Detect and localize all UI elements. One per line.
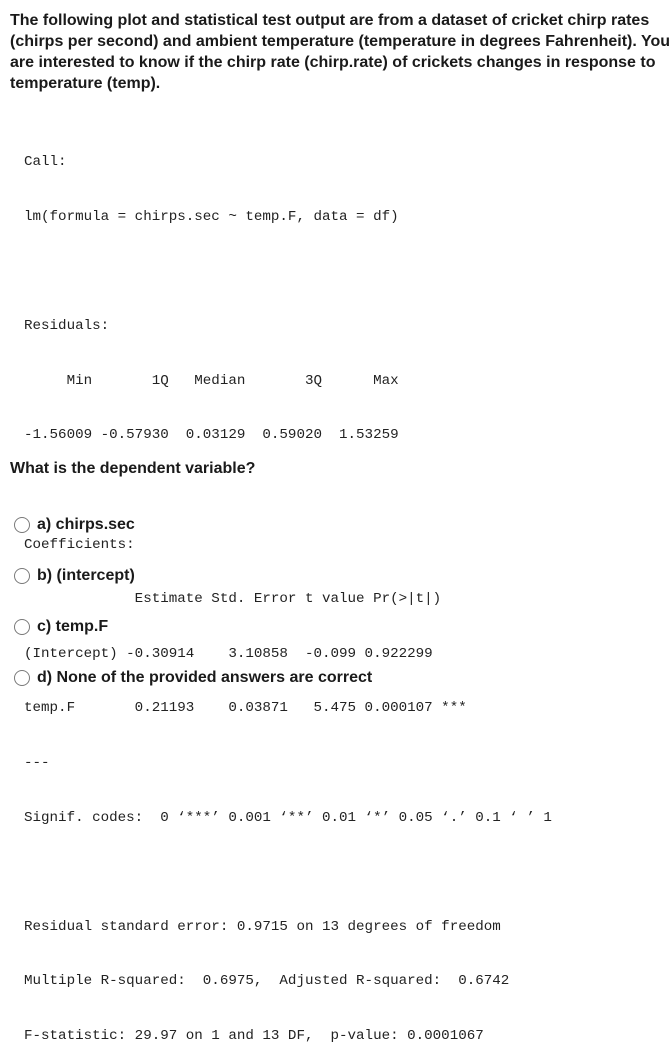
output-line: F-statistic: 29.97 on 1 and 13 DF, p-value: 0.0001067 <box>24 1027 484 1044</box>
radio-button-a[interactable] <box>14 517 30 533</box>
output-line: lm(formula = chirps.sec ~ temp.F, data = df) <box>24 209 399 225</box>
output-line: --- <box>24 754 50 771</box>
output-line: Residual standard error: 0.9715 on 13 degrees of freedom <box>24 918 501 935</box>
output-line <box>24 263 552 281</box>
option-d-label[interactable]: d) None of the provided answers are correct <box>37 669 373 686</box>
option-c-label[interactable]: c) temp.F <box>37 618 109 635</box>
output-line: Coefficients: <box>24 536 135 553</box>
option-a[interactable] <box>14 516 135 534</box>
option-b-label[interactable]: b) (intercept) <box>37 567 135 584</box>
radio-button-d[interactable] <box>14 670 30 686</box>
output-line: Multiple R-squared: 0.6975, Adjusted R-squared: 0.6742 <box>24 973 510 990</box>
output-line: Signif. codes: 0 ‘***’ 0.001 ‘**’ 0.01 ‘*’ 0.05 ‘.’ 0.1 ‘ ’ 1 <box>24 809 552 826</box>
question-intro: The following plot and statistical test output are from a dataset of cricket chirp rates (chirps per second) and ambient temperature (temperature in degrees Fahrenheit). You are interested to know if the chirp rate (chirp.rate) of crickets changes in response to temperature (temp). <box>10 12 670 92</box>
output-line: Call: <box>24 154 67 171</box>
output-line: Residuals: <box>24 318 110 335</box>
question-text: What is the dependent variable? <box>10 460 256 477</box>
option-a-label[interactable]: a) chirps.sec <box>37 516 135 533</box>
output-line: (Intercept) -0.30914 3.10858 -0.099 0.922299 <box>24 645 433 662</box>
option-b[interactable] <box>14 567 135 585</box>
regression-output <box>24 117 552 1063</box>
option-d[interactable] <box>14 669 372 687</box>
option-c[interactable] <box>14 618 108 636</box>
output-line <box>24 863 552 881</box>
output-line: temp.F 0.21193 0.03871 5.475 0.000107 *** <box>24 700 467 717</box>
radio-button-b[interactable] <box>14 568 30 584</box>
output-line: Estimate Std. Error t value Pr(>|t|) <box>24 591 442 608</box>
radio-button-c[interactable] <box>14 619 30 635</box>
output-line: -1.56009 -0.57930 0.03129 0.59020 1.53259 <box>24 427 399 444</box>
output-line <box>24 481 552 499</box>
output-line: Min 1Q Median 3Q Max <box>24 372 399 389</box>
